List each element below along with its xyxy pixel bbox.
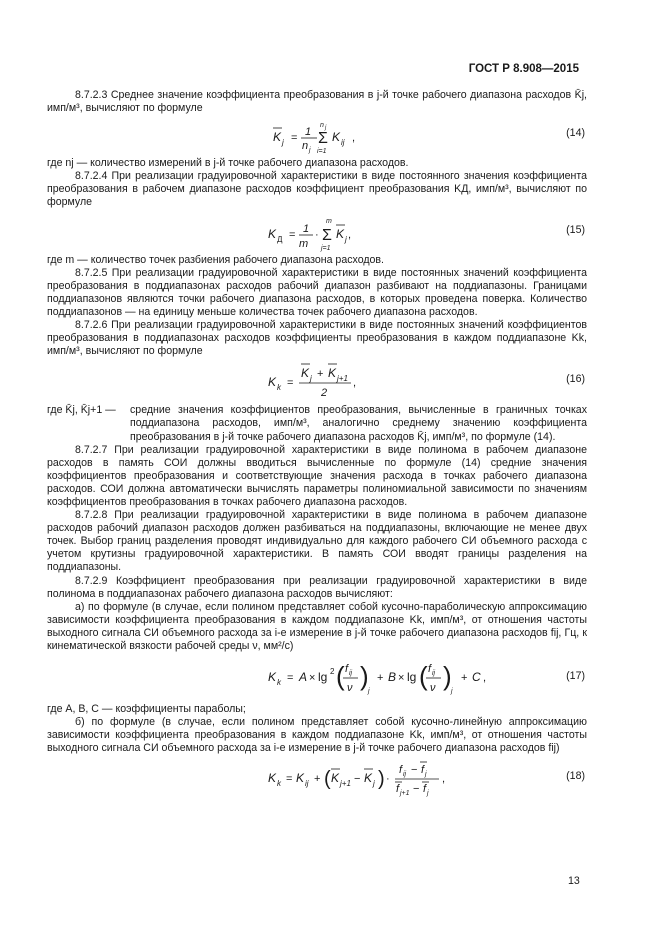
svg-text:=: = xyxy=(287,672,294,685)
formula-14 xyxy=(47,115,587,157)
svg-text:(: ( xyxy=(324,768,331,791)
svg-text:K: K xyxy=(328,366,337,381)
svg-text:j+1: j+1 xyxy=(400,790,410,798)
svg-text:m: m xyxy=(326,217,332,225)
paragraph-8-7-2-7: 8.7.2.7 При реализации градуировочной характеристики в виде полинома в рабочем диапазоне расходов в память СОИ должны вводиться вычисленные по формуле (14) средние значения коэффициентов преобразования и соответствующие значения расхода в точках рабочего диапазона расходов. СОИ должна автоматически вычислять параметры полиномиальной зависимости по значениям коэффициентов преобразования в точках рабочего диапазона расходов. xyxy=(47,443,587,508)
svg-text:=: = xyxy=(289,228,296,241)
svg-text:·: · xyxy=(386,773,390,786)
paragraph-8-7-2-8: 8.7.2.8 При реализации градуировочной характеристики в виде полинома в рабочем диапазоне расходов рабочий диапазон расходов должен разбиваться на поддиапазоны, включающие не менее двух точек. Выбор границ разделения проводят индивидуально для каждого рабочего СИ объемного расхода с учетом крутизны градуировочной характеристики. В память СОИ вводят границы разделения на поддиапазоны. xyxy=(47,509,587,574)
svg-text:Σ: Σ xyxy=(318,130,328,148)
svg-text:K: K xyxy=(273,130,282,145)
formula-16-explanation-lead: где K̄j, K̄j+1 — xyxy=(47,404,116,417)
svg-text:f: f xyxy=(396,783,400,796)
svg-text:Σ: Σ xyxy=(322,226,332,244)
item-b: б) по формуле (в случае, если полином представляет собой кусочно-линейную аппроксимацию зависимости коэффициента преобразования в каждом поддиапазоне Kk, имп/м³, от отношения частоты выходного сигнала СИ объемного расхода за i-е измерение в j-й точке рабочего диапазона расходов fij) xyxy=(47,716,587,755)
svg-text:+: + xyxy=(317,368,324,381)
svg-text:K: K xyxy=(332,130,341,145)
svg-text:,: , xyxy=(442,773,446,786)
formula-16 xyxy=(47,358,587,404)
item-a: а) по формуле (в случае, если полином представляет собой кусочно-параболическую аппроксимацию зависимости коэффициента преобразования в каждом поддиапазоне Kk, имп/м³, от отношения частоты выходного сигнала СИ объемного расхода за i-е измерение в j-й точке рабочего диапазона расходов fij, Гц, к кинематической вязкости рабочей среды ν, мм²/с) xyxy=(47,600,587,652)
svg-text:): ) xyxy=(378,768,385,791)
svg-text:Д: Д xyxy=(277,234,283,244)
svg-text:=: = xyxy=(287,377,294,390)
formula-17-number: (17) xyxy=(566,670,585,683)
formula-17-explanation: где A, B, C — коэффициенты параболы; xyxy=(47,703,246,716)
svg-text:j+1: j+1 xyxy=(340,779,351,789)
svg-text:+: + xyxy=(377,672,384,685)
document-code-header: ГОСТ Р 8.908—2015 xyxy=(468,63,579,75)
formula-17-svg xyxy=(47,653,547,703)
paragraph-8-7-2-6: 8.7.2.6 При реализации градуировочной характеристики в виде постоянных значений коэффициентов преобразования в поддиапазонах расходов коэффициенты преобразования в каждом поддиапазоне Kk, имп/м³, вычисляют по формуле xyxy=(47,319,587,358)
svg-text:lg: lg xyxy=(318,670,328,685)
svg-text:,: , xyxy=(483,672,487,685)
svg-text:k: k xyxy=(277,779,281,789)
svg-text:+: + xyxy=(314,773,321,786)
formula-15-number: (15) xyxy=(566,223,585,236)
svg-text:j: j xyxy=(425,771,427,779)
svg-text:,: , xyxy=(348,228,352,241)
svg-text:j: j xyxy=(310,374,312,384)
svg-text:j: j xyxy=(451,688,453,696)
page-body xyxy=(47,89,587,799)
svg-text:=: = xyxy=(286,773,293,786)
formula-15 xyxy=(47,210,587,254)
svg-text:B: B xyxy=(388,670,397,685)
svg-text:K: K xyxy=(301,366,310,381)
svg-text:×: × xyxy=(398,672,405,685)
formula-16-explanation xyxy=(47,404,587,443)
svg-text:n: n xyxy=(320,122,324,130)
paragraph-8-7-2-3: 8.7.2.3 Среднее значение коэффициента преобразования в j-й точке рабочего диапазона расходов K̄j, имп/м³, вычисляют по формуле xyxy=(47,89,587,115)
formula-16-explanation-body: средние значения коэффициентов преобразования, вычисленные в граничных точках поддиапазона расходов, имп/м³, аналогично среднему значению коэффициента преобразования в j-й точке рабочего диапазона расходов K̄j, имп/м³, по формуле (14). xyxy=(130,404,587,443)
svg-text:(: ( xyxy=(419,661,428,692)
svg-text:K: K xyxy=(268,375,277,390)
svg-text:n: n xyxy=(302,140,309,153)
svg-text:ij: ij xyxy=(349,670,353,678)
formula-18-number: (18) xyxy=(566,770,585,783)
svg-text:ij: ij xyxy=(305,779,309,789)
svg-text:): ) xyxy=(360,661,369,692)
svg-text:−: − xyxy=(413,783,420,796)
svg-text:2: 2 xyxy=(321,387,328,400)
svg-text:1: 1 xyxy=(305,126,312,139)
paragraph-8-7-2-4: 8.7.2.4 При реализации градуировочной характеристики в виде постоянного значения коэффициента преобразования в рабочем диапазоне расходов коэффициент преобразования KД, имп/м³, вычисляют по формуле xyxy=(47,170,587,209)
svg-text:K: K xyxy=(268,226,277,241)
formula-15-svg xyxy=(47,210,547,254)
svg-text:j: j xyxy=(345,234,347,244)
svg-text:ij: ij xyxy=(403,771,407,779)
svg-text:C: C xyxy=(472,670,481,685)
svg-text:j: j xyxy=(282,138,284,148)
svg-text:K: K xyxy=(331,771,340,786)
page-number: 13 xyxy=(568,875,580,887)
svg-text:−: − xyxy=(354,773,361,786)
svg-text:ij: ij xyxy=(432,670,436,678)
svg-text:K: K xyxy=(268,670,277,685)
svg-text:K: K xyxy=(268,771,277,786)
svg-text:k: k xyxy=(277,678,281,688)
formula-18-svg xyxy=(47,755,547,799)
svg-text:j: j xyxy=(309,147,311,155)
svg-text:−: − xyxy=(411,764,418,777)
svg-text:2: 2 xyxy=(330,667,335,677)
svg-text:lg: lg xyxy=(407,670,417,685)
svg-text:,: , xyxy=(352,132,356,145)
formula-14-svg xyxy=(47,115,547,157)
formula-15-explanation: где m — количество точек разбиения рабочего диапазона расходов. xyxy=(47,253,384,266)
svg-text:j+1: j+1 xyxy=(337,374,348,384)
svg-text:+: + xyxy=(461,672,468,685)
svg-text:f: f xyxy=(428,663,432,676)
svg-text:f: f xyxy=(421,764,425,777)
formula-16-svg xyxy=(47,358,547,404)
svg-text:,: , xyxy=(353,377,357,390)
svg-text:j: j xyxy=(368,688,370,696)
svg-text:·: · xyxy=(315,228,319,241)
paragraph-8-7-2-9: 8.7.2.9 Коэффициент преобразования при реализации градуировочной характеристики в виде полинома в поддиапазонах рабочего диапазона расходов вычисляют: xyxy=(47,574,587,600)
paragraph-8-7-2-5: 8.7.2.5 При реализации градуировочной характеристики в виде постоянных значений коэффициента преобразования в поддиапазонах расходов рабочий диапазон разбивают на поддиапазоны. Границами поддиапазонов являются точки рабочего диапазона расходов, в которых проведена поверка. Количество поддиапазонов — на единицу меньше количества точек рабочего диапазона расходов. xyxy=(47,266,587,318)
svg-text:ν: ν xyxy=(347,682,353,695)
svg-text:j: j xyxy=(325,125,327,132)
svg-text:ν: ν xyxy=(430,682,436,695)
svg-text:f: f xyxy=(399,764,403,777)
formula-14-number: (14) xyxy=(566,127,585,140)
svg-text:f: f xyxy=(423,783,427,796)
svg-text:j: j xyxy=(373,779,375,789)
svg-text:1: 1 xyxy=(303,222,310,235)
svg-text:ij: ij xyxy=(341,138,345,148)
svg-text:K: K xyxy=(336,226,345,241)
svg-text:=: = xyxy=(291,132,298,145)
svg-text:): ) xyxy=(443,661,452,692)
svg-text:m: m xyxy=(299,237,309,250)
formula-17 xyxy=(47,653,587,703)
svg-text:j: j xyxy=(427,790,429,798)
svg-text:×: × xyxy=(309,672,316,685)
formula-16-number: (16) xyxy=(566,373,585,386)
svg-text:f: f xyxy=(345,663,349,676)
svg-text:k: k xyxy=(277,383,281,393)
svg-text:K: K xyxy=(296,771,305,786)
svg-text:K: K xyxy=(364,771,373,786)
svg-text:i=1: i=1 xyxy=(317,148,327,156)
svg-text:(: ( xyxy=(336,661,345,692)
formula-18 xyxy=(47,755,587,799)
formula-14-explanation: где nj — количество измерений в j-й точке рабочего диапазона расходов. xyxy=(47,157,409,170)
svg-text:A: A xyxy=(299,670,308,685)
svg-text:j=1: j=1 xyxy=(321,244,331,252)
